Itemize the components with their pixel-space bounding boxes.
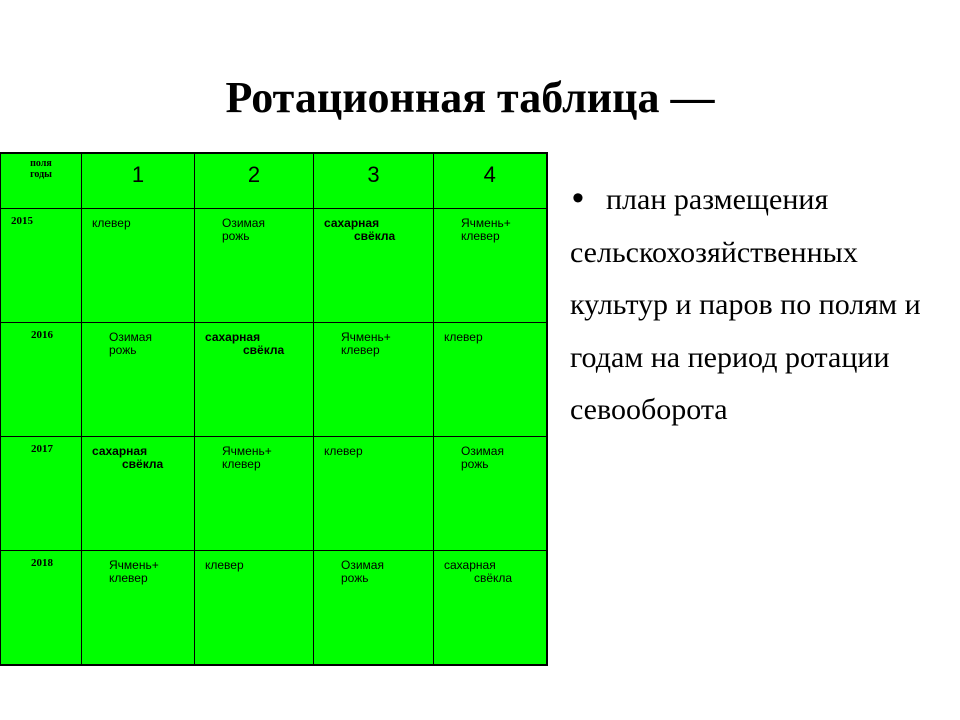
crop-line1: Ячмень+ (461, 216, 511, 230)
crop-line2: клевер (461, 229, 500, 243)
crop-cell (314, 209, 434, 323)
table-header-row (1, 153, 547, 209)
crop-line1: Озимая (341, 558, 384, 572)
year-cell (1, 323, 82, 437)
description-text (570, 174, 950, 437)
crop-line1: сахарная (324, 216, 380, 230)
crop-line2: рожь (222, 229, 250, 243)
year-cell (1, 209, 82, 323)
corner-fields-label: поля (30, 158, 52, 169)
field-number-1: 1 (82, 153, 195, 209)
crop-line2: клевер (341, 343, 380, 357)
year-label: 2017 (31, 443, 53, 455)
corner-years-label: годы (30, 169, 52, 180)
crop-line2: клевер (222, 457, 261, 471)
bullet-icon: • (572, 179, 584, 217)
crop-line1: Ячмень+ (341, 330, 391, 344)
year-label: 2015 (11, 215, 33, 227)
year-cell (1, 437, 82, 551)
crop-line2: свёкла (243, 343, 285, 357)
crop-cell (195, 437, 314, 551)
crop-line2: свёкла (354, 229, 396, 243)
crop-line2: рожь (341, 571, 369, 585)
crop-line1: клевер (324, 444, 363, 458)
field-number-2: 2 (195, 153, 314, 209)
year-label: 2018 (31, 557, 53, 569)
crop-cell (434, 209, 547, 323)
crop-cell (82, 323, 195, 437)
crop-cell (434, 323, 547, 437)
crop-line1: Озимая (461, 444, 504, 458)
crop-line1: Озимая (222, 216, 265, 230)
table-row (1, 437, 547, 551)
table-row (1, 551, 547, 666)
crop-cell (434, 551, 547, 666)
year-label: 2016 (31, 329, 53, 341)
crop-line1: Ячмень+ (222, 444, 272, 458)
crop-line2: рожь (109, 343, 137, 357)
crop-cell (195, 209, 314, 323)
crop-line1: сахарная (444, 558, 496, 572)
crop-cell (82, 551, 195, 666)
slide-title: Ротационная таблица — (225, 73, 715, 122)
year-cell (1, 551, 82, 666)
crop-line1: сахарная (92, 444, 148, 458)
crop-line1: сахарная (205, 330, 261, 344)
crop-cell (82, 209, 195, 323)
crop-line1: Озимая (109, 330, 152, 344)
crop-line2: рожь (461, 457, 489, 471)
crop-line1: клевер (205, 558, 244, 572)
rotation-table (0, 152, 548, 666)
field-number-4: 4 (434, 153, 547, 209)
field-number-3: 3 (314, 153, 434, 209)
table-row (1, 209, 547, 323)
crop-line1: Ячмень+ (109, 558, 159, 572)
crop-cell (195, 323, 314, 437)
description-body: план размещения сельскохозяйственных культур и паров по полям и годам на период ротации севооборота (570, 183, 921, 426)
crop-line1: клевер (444, 330, 483, 344)
crop-line2: свёкла (474, 571, 513, 585)
table-row (1, 323, 547, 437)
corner-cell (1, 153, 82, 209)
crop-cell (314, 437, 434, 551)
crop-line2: клевер (109, 571, 148, 585)
crop-cell (195, 551, 314, 666)
crop-cell (82, 437, 195, 551)
crop-cell (314, 323, 434, 437)
crop-cell (434, 437, 547, 551)
crop-line2: свёкла (122, 457, 164, 471)
crop-line1: клевер (92, 216, 131, 230)
crop-cell (314, 551, 434, 666)
